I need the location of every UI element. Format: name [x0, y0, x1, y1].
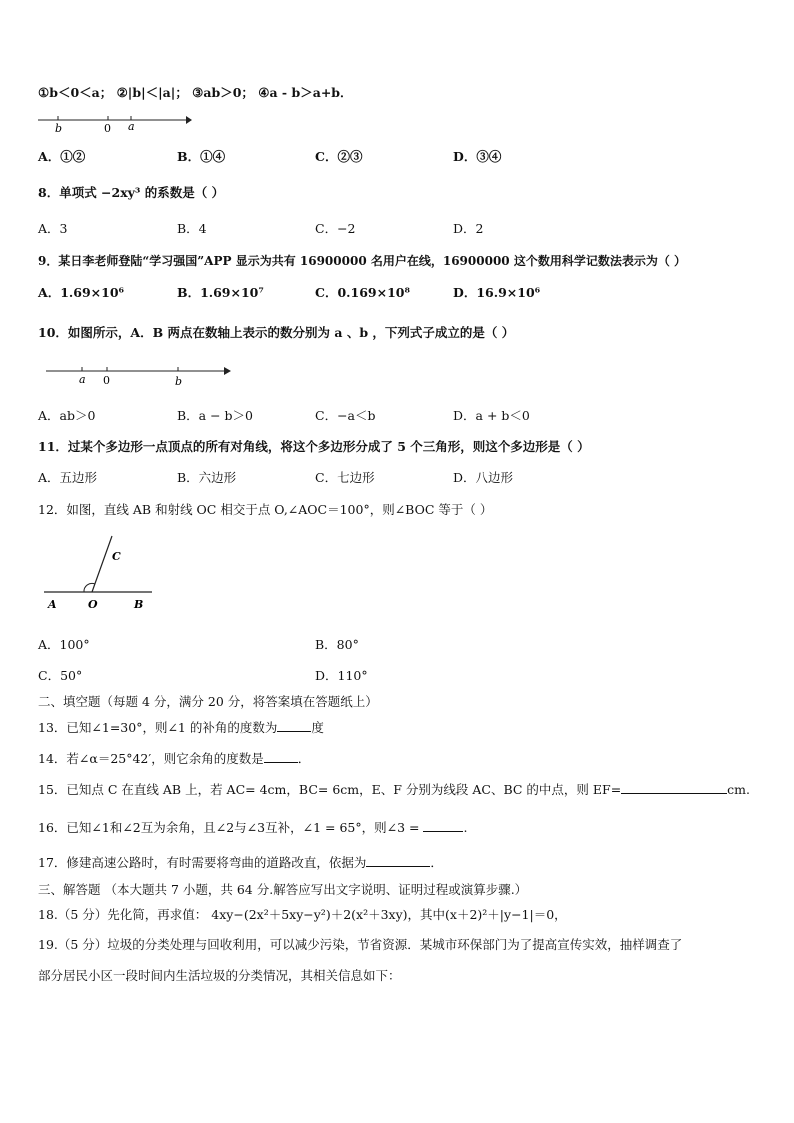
q12-angle-figure — [40, 530, 160, 615]
q15 — [38, 780, 750, 798]
q19-text-line-1: 19.（5 分）垃圾的分类处理与回收利用，可以减少污染，节省资源．某城市环保部门为了提高宣传实效，抽样调查了 — [38, 937, 683, 952]
q13-answer-blank[interactable] — [277, 719, 311, 732]
q17-answer-blank[interactable] — [366, 854, 430, 867]
q10-option-c[interactable]: C．−a＜b — [315, 408, 376, 423]
q14-text: 14．若∠α＝25°42′，则它余角的度数是 — [38, 751, 264, 766]
q11-option-a[interactable]: A．五边形 — [38, 470, 98, 485]
q15-unit: cm. — [727, 782, 750, 797]
q16-end: . — [463, 820, 468, 835]
q12-option-c[interactable]: C．50° — [38, 668, 83, 683]
q15-text: 15．已知点 C 在直线 AB 上，若 AC= 4cm，BC= 6cm，E、F 分别为线段 AC、BC 的中点，则 EF= — [38, 782, 622, 797]
q11-stem: 11．过某个多边形一点顶点的所有对角线，将这个多边形分成了 5 个三角形，则这个多边形是（ ） — [38, 439, 590, 454]
q7-option-b[interactable]: B．①④ — [177, 149, 226, 164]
q12-label-c: C — [112, 550, 121, 563]
section-2-heading: 二、填空题（每题 4 分，满分 20 分，将答案填在答题纸上） — [38, 694, 378, 709]
q7-option-d[interactable]: D．③④ — [453, 149, 502, 164]
q17-text: 17．修建高速公路时，有时需要将弯曲的道路改直，依据为 — [38, 855, 367, 870]
q12-option-b[interactable]: B．80° — [315, 637, 359, 652]
q7-option-c[interactable]: C．②③ — [315, 149, 363, 164]
q10-stem: 10．如图所示，A．B 两点在数轴上表示的数分别为 a 、b ，下列式子成立的是（ ） — [38, 325, 515, 340]
q12-stem: 12．如图，直线 AB 和射线 OC 相交于点 O,∠AOC＝100°，则∠BOC 等于（ ） — [38, 502, 493, 517]
q16-text: 16．已知∠1和∠2互为余角，且∠2与∠3互补，∠1 = 65°，则∠3 = — [38, 820, 420, 835]
q17 — [38, 853, 443, 871]
q7-statements: ①b＜0＜a； ②|b|＜|a|； ③ab＞0； ④a - b＞a+b． — [38, 85, 353, 100]
q11-option-b[interactable]: B．六边形 — [177, 470, 237, 485]
q10-option-d[interactable]: D．a + b＜0 — [453, 408, 530, 423]
q8-stem: 8．单项式 −2xy³ 的系数是（ ） — [38, 185, 225, 200]
q12-option-d[interactable]: D．110° — [315, 668, 368, 683]
q7-number-line — [36, 110, 192, 136]
section-3-heading: 三、解答题 （本大题共 7 小题，共 64 分.解答应写出文字说明、证明过程或演算步骤.） — [38, 882, 528, 897]
q9-option-c[interactable]: C．0.169×10⁸ — [315, 285, 410, 300]
q10-axis-zero: 0 — [103, 374, 110, 387]
q17-end: ． — [430, 855, 443, 870]
q10-axis-a: a — [79, 373, 86, 386]
q7-axis-b: b — [55, 122, 63, 135]
q14-answer-blank[interactable] — [264, 750, 298, 763]
q12-label-a: A — [48, 598, 57, 611]
q11-option-c[interactable]: C．七边形 — [315, 470, 375, 485]
q13-text: 13．已知∠1=30°，则∠1 的补角的度数为 — [38, 720, 278, 735]
q10-axis-b: b — [175, 375, 183, 388]
q8-option-c[interactable]: C．−2 — [315, 221, 356, 236]
q13-unit: 度 — [311, 720, 324, 735]
q10-option-b[interactable]: B．a − b＞0 — [177, 408, 254, 423]
q8-option-b[interactable]: B．4 — [177, 221, 207, 236]
q15-answer-blank[interactable] — [621, 781, 727, 794]
q10-number-line — [44, 358, 234, 388]
q11-option-d[interactable]: D．八边形 — [453, 470, 514, 485]
q7-axis-a: a — [128, 120, 135, 133]
q9-option-d[interactable]: D．16.9×10⁶ — [453, 285, 541, 300]
q16 — [38, 818, 467, 836]
q18-text: 18.（5 分）先化简，再求值： 4xy−(2x²＋5xy−y²)＋2(x²＋3xy)，其中(x＋2)²＋|y−1|＝0， — [38, 907, 567, 922]
q14 — [38, 749, 310, 767]
q16-answer-blank[interactable] — [423, 819, 463, 832]
q8-option-d[interactable]: D．2 — [453, 221, 484, 236]
q10-option-a[interactable]: A．ab＞0 — [38, 408, 96, 423]
q13 — [38, 718, 324, 736]
q7-axis-zero: 0 — [104, 122, 111, 135]
q9-option-b[interactable]: B．1.69×10⁷ — [177, 285, 264, 300]
q9-option-a[interactable]: A．1.69×10⁶ — [38, 285, 124, 300]
q19-text-line-2: 部分居民小区一段时间内生活垃圾的分类情况，其相关信息如下： — [38, 968, 401, 983]
q9-stem: 9．某日李老师登陆“学习强国”APP 显示为共有 16900000 名用户在线，16900000 这个数用科学记数法表示为（ ） — [38, 254, 686, 268]
q14-end: ． — [297, 751, 311, 766]
q12-label-o: O — [88, 598, 98, 611]
q8-option-a[interactable]: A．3 — [38, 221, 68, 236]
q12-label-b: B — [134, 598, 144, 611]
q7-option-a[interactable]: A．①② — [38, 149, 86, 164]
q12-option-a[interactable]: A．100° — [38, 637, 90, 652]
